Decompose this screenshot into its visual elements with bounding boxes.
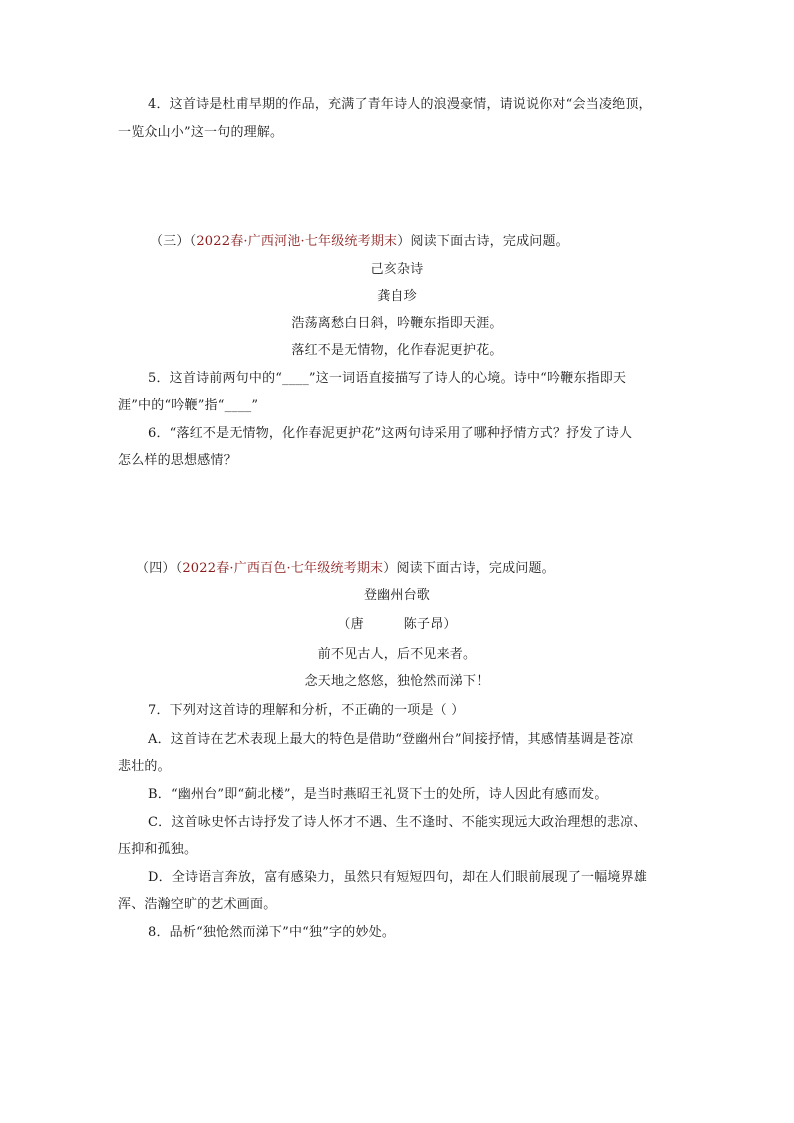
question-7-option-d-line-1: D．全诗语言奔放，富有感染力，虽然只有短短四句，却在人们眼前展现了一幅境界雄 <box>148 870 648 885</box>
poem-4-author-dynasty: （唐 <box>337 617 364 632</box>
poem-4-line-1: 前不见古人，后不见来者。 <box>317 647 477 662</box>
poem-4-title: 登幽州台歌 <box>363 588 430 603</box>
question-6-line-2: 怎么样的思想感情？ <box>118 453 237 468</box>
poem-4-author <box>0 616 794 634</box>
poem-4-line-2: 念天地之悠悠，独怆然而涕下！ <box>304 674 490 689</box>
question-4-line-1: 4．这首诗是杜甫早期的作品，充满了青年诗人的浪漫豪情，请说说你对“会当凌绝顶， <box>148 97 652 112</box>
poem-3-line-1: 浩荡离愁白日斜，吟鞭东指即天涯。 <box>291 316 503 331</box>
section-3-heading <box>150 233 569 251</box>
section-4-suffix: ）阅读下面古诗，完成问题。 <box>383 561 555 576</box>
question-6-line-1: 6．“落红不是无情物，化作春泥更护花”这两句诗采用了哪种抒情方式？抒发了诗人 <box>148 426 633 441</box>
question-7-option-c-line-2: 压抑和孤独。 <box>118 842 198 857</box>
question-4-line-2: 一览众山小”这一句的理解。 <box>118 125 284 140</box>
poem-3-line-2: 落红不是无情物，化作春泥更护花。 <box>291 343 503 358</box>
section-4-heading <box>136 560 555 578</box>
question-7-option-c-line-1: C．这首咏史怀古诗抒发了诗人怀才不遇、生不逢时、不能实现远大政治理想的悲凉、 <box>148 815 647 830</box>
question-7-option-b: B．“幽州台”即“蓟北楼”，是当时燕昭王礼贤下士的处所，诗人因此有感而发。 <box>148 787 608 802</box>
question-5-line-2: 涯”中的“吟鞭”指“____” <box>118 398 259 413</box>
question-8: 8．品析“独怆然而涕下”中“独”字的妙处。 <box>148 925 396 940</box>
question-5-line-1: 5．这首诗前两句中的“____”这一词语直接描写了诗人的心境。诗中“吟鞭东指即天 <box>148 371 627 386</box>
section-4-prefix: （四）（ <box>136 561 183 576</box>
poem-4-author-name: 陈子昂） <box>403 617 457 632</box>
section-4-source: 2022春·广西百色·七年级统考期末 <box>182 561 384 576</box>
question-7-option-a-line-1: A．这首诗在艺术表现上最大的特色是借助“登幽州台”间接抒情，其感情基调是苍凉 <box>148 732 634 747</box>
question-7-stem: 7．下列对这首诗的理解和分析，不正确的一项是（ ） <box>148 703 465 718</box>
section-3-prefix: （三）（ <box>150 234 197 249</box>
question-7-option-d-line-2: 浑、浩瀚空旷的艺术画面。 <box>118 897 277 912</box>
poem-3-title: 己亥杂诗 <box>370 262 424 277</box>
question-7-option-a-line-2: 悲壮的。 <box>118 759 171 774</box>
section-3-source: 2022春·广西河池·七年级统考期末 <box>196 234 398 249</box>
section-3-suffix: ）阅读下面古诗，完成问题。 <box>397 234 569 249</box>
poem-3-author: 龚自珍 <box>377 289 417 304</box>
